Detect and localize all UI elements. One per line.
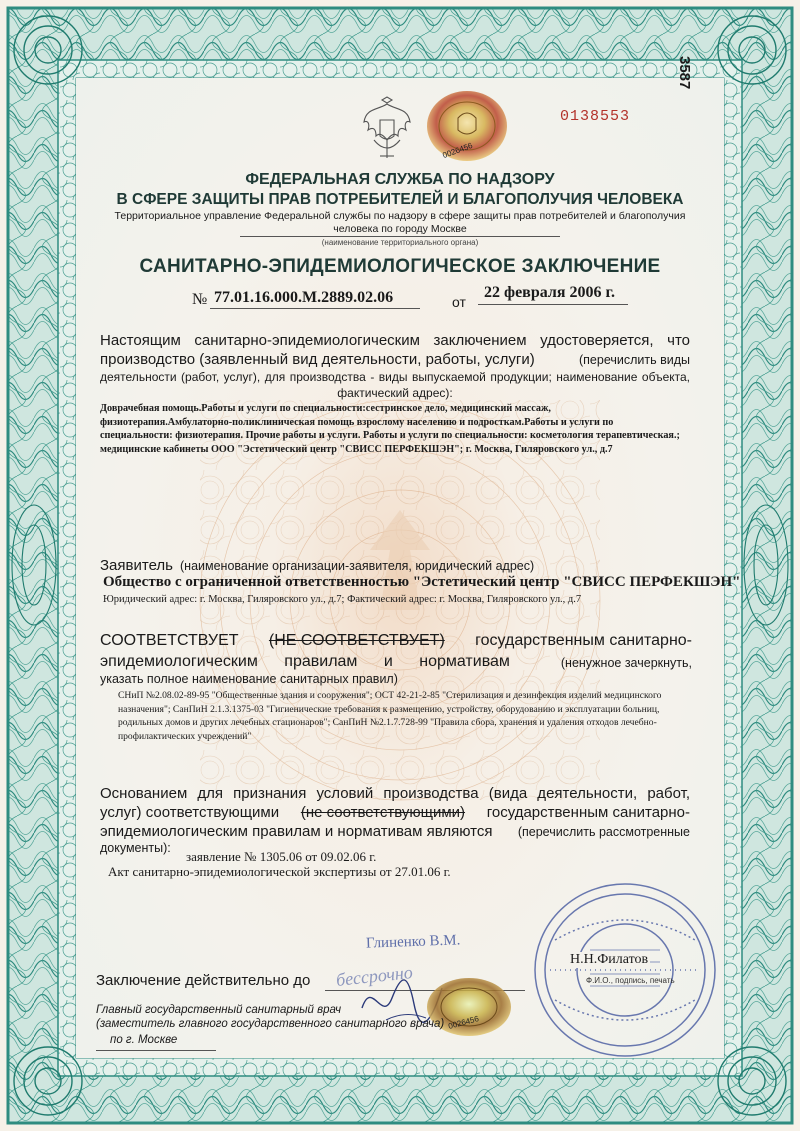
number-prefix: № <box>192 291 208 308</box>
intro-line2-hint: (перечислить виды <box>578 353 690 367</box>
valid-until-value: бессрочно <box>335 962 414 990</box>
signature-caption: Ф.И.О., подпись, печать <box>586 976 675 985</box>
complies-rest: государственным санитарно- <box>475 632 692 649</box>
basis-line4: документы): <box>100 841 171 855</box>
applicant-address: Юридический адрес: г. Москва, Гиляровского ул., д.7; Фактический адрес: г. Москва, Гиляровского ул., д.7 <box>103 594 582 605</box>
document-title: САНИТАРНО-ЭПИДЕМИОЛОГИЧЕСКОЕ ЗАКЛЮЧЕНИЕ <box>139 256 661 277</box>
territorial-underline <box>240 236 560 237</box>
territorial-caption: (наименование территориального органа) <box>321 238 479 247</box>
hologram-seal-icon <box>424 88 510 164</box>
intro-line1: Настоящим санитарно-эпидемиологическим заключением удостоверяется, что <box>100 332 690 349</box>
certificate-number: 77.01.16.000.М.2889.02.06 <box>214 289 394 306</box>
territorial-line2: человека по городу Москве <box>333 223 467 235</box>
date-prefix: от <box>452 294 466 310</box>
applicant-hint: (наименование организации-заявителя, юридический адрес) <box>180 559 535 573</box>
number-underline <box>210 308 420 309</box>
basis-line3-hint: (перечислить рассмотренные <box>517 825 690 839</box>
position-underline <box>96 1050 216 1051</box>
territorial-line1: Территориальное управление Федеральной службы по надзору в сфере защиты прав потребителей и благополучия <box>114 210 686 222</box>
round-stamp-icon <box>530 880 720 1060</box>
basis-line2-a: услуг) соответствующими <box>100 804 280 821</box>
signer-name: Н.Н.Филатов <box>570 952 649 967</box>
intro-line3: деятельности (работ, услуг), для производства - виды выпускаемой продукции; наименование объекта, <box>100 370 690 384</box>
basis-line2-strike: (не соответствующими) <box>300 804 466 821</box>
basis-line2 <box>100 804 690 821</box>
rule-line: профилактических учреждений" <box>118 730 252 742</box>
rule-line: назначения"; СанПиН 2.1.3.1375-03 "Гигиенические требования к размещению, устройству, оборудованию и эксплуатации больниц, <box>118 703 660 715</box>
side-number: 3587 <box>676 56 693 90</box>
basis-doc-2: Акт санитарно-эпидемиологической экспертизы от 27.01.06 г. <box>108 864 451 879</box>
applicant-label: Заявитель <box>100 557 173 574</box>
agency-title-line1: ФЕДЕРАЛЬНАЯ СЛУЖБА ПО НАДЗОРУ <box>245 171 555 188</box>
complies-line2-main: эпидемиологическим правилам и нормативам <box>100 653 510 670</box>
applicant-name: Общество с ограниченной ответственностью "Эстетический центр "СВИСС ПЕРФЕКШЭН" <box>103 574 741 590</box>
position-line3: по г. Москве <box>110 1034 178 1046</box>
valid-until-label: Заключение действительно до <box>96 972 311 989</box>
activity-line: медицинские кабинеты ООО "Эстетический центр "СВИСС ПЕРФЕКШЭН"; г. Москва, Гиляровского ул., д.7 <box>100 443 613 455</box>
complies-hint: (ненужное зачеркнуть, <box>560 656 692 670</box>
activities-block <box>100 402 720 456</box>
basis-doc-1: заявление № 1305.06 от 09.02.06 г. <box>186 849 377 864</box>
stamp-name: Глиненко В.М. <box>365 932 461 952</box>
hologram-top-number: 0026456 <box>441 140 474 161</box>
position-line1: Главный государственный санитарный врач <box>96 1004 342 1016</box>
intro-line2-main: производство (заявленный вид деятельности, работы, услуги) <box>100 351 535 368</box>
hologram-bottom-number: 0026456 <box>447 1014 480 1031</box>
basis-line2-b: государственным санитарно- <box>486 804 690 821</box>
intro-line2 <box>100 351 690 368</box>
rule-line: родильных домов и других лечебных стационаров"; СанПиН №2.1.7.728-99 "Правила сбора, хранения и удаления отходов лечебно- <box>118 717 657 728</box>
compliance-line1 <box>100 632 692 650</box>
date-underline <box>478 304 628 305</box>
activity-line: Доврачебная помощь.Работы и услуги по специальности:сестринское дело, медицинский массаж, <box>100 403 551 414</box>
compliance-line2 <box>100 653 692 671</box>
serial-number: 0138553 <box>560 108 631 125</box>
certificate-date: 22 февраля 2006 г. <box>484 284 615 301</box>
basis-line3 <box>100 823 690 840</box>
rules-block <box>118 689 718 743</box>
activity-line: специальности: физиотерапия. Прочие работы и услуги. Работы и услуги по специальности: косметология терапевтическая.; <box>100 430 680 441</box>
coat-of-arms-icon <box>360 96 414 162</box>
position-line2: (заместитель главного государственного санитарного врача) <box>96 1018 445 1030</box>
not-complies-text: (НЕ СООТВЕТСТВУЕТ) <box>268 632 445 649</box>
agency-title-line2: В СФЕРЕ ЗАЩИТЫ ПРАВ ПОТРЕБИТЕЛЕЙ И БЛАГОПОЛУЧИЯ ЧЕЛОВЕКА <box>116 191 684 208</box>
basis-line1: Основанием для признания условий производства (вида деятельности, работ, <box>100 785 690 802</box>
rule-line: СНиП №2.08.02-89-95 "Общественные здания и сооружения"; ОСТ 42-21-2-85 "Стерилизация и дезинфекция изделий медицинского <box>118 690 662 701</box>
basis-line3-main: эпидемиологическим правилам и нормативам являются <box>100 823 493 840</box>
complies-text: СООТВЕТСТВУЕТ <box>100 632 239 649</box>
compliance-line3: указать полное наименование санитарных правил) <box>100 672 398 686</box>
activity-line: физиотерапия.Амбулаторно-поликлиническая помощь взрослому населению и подросткам.Работы и услуги по <box>100 416 614 428</box>
intro-line4: фактический адрес): <box>337 386 453 400</box>
